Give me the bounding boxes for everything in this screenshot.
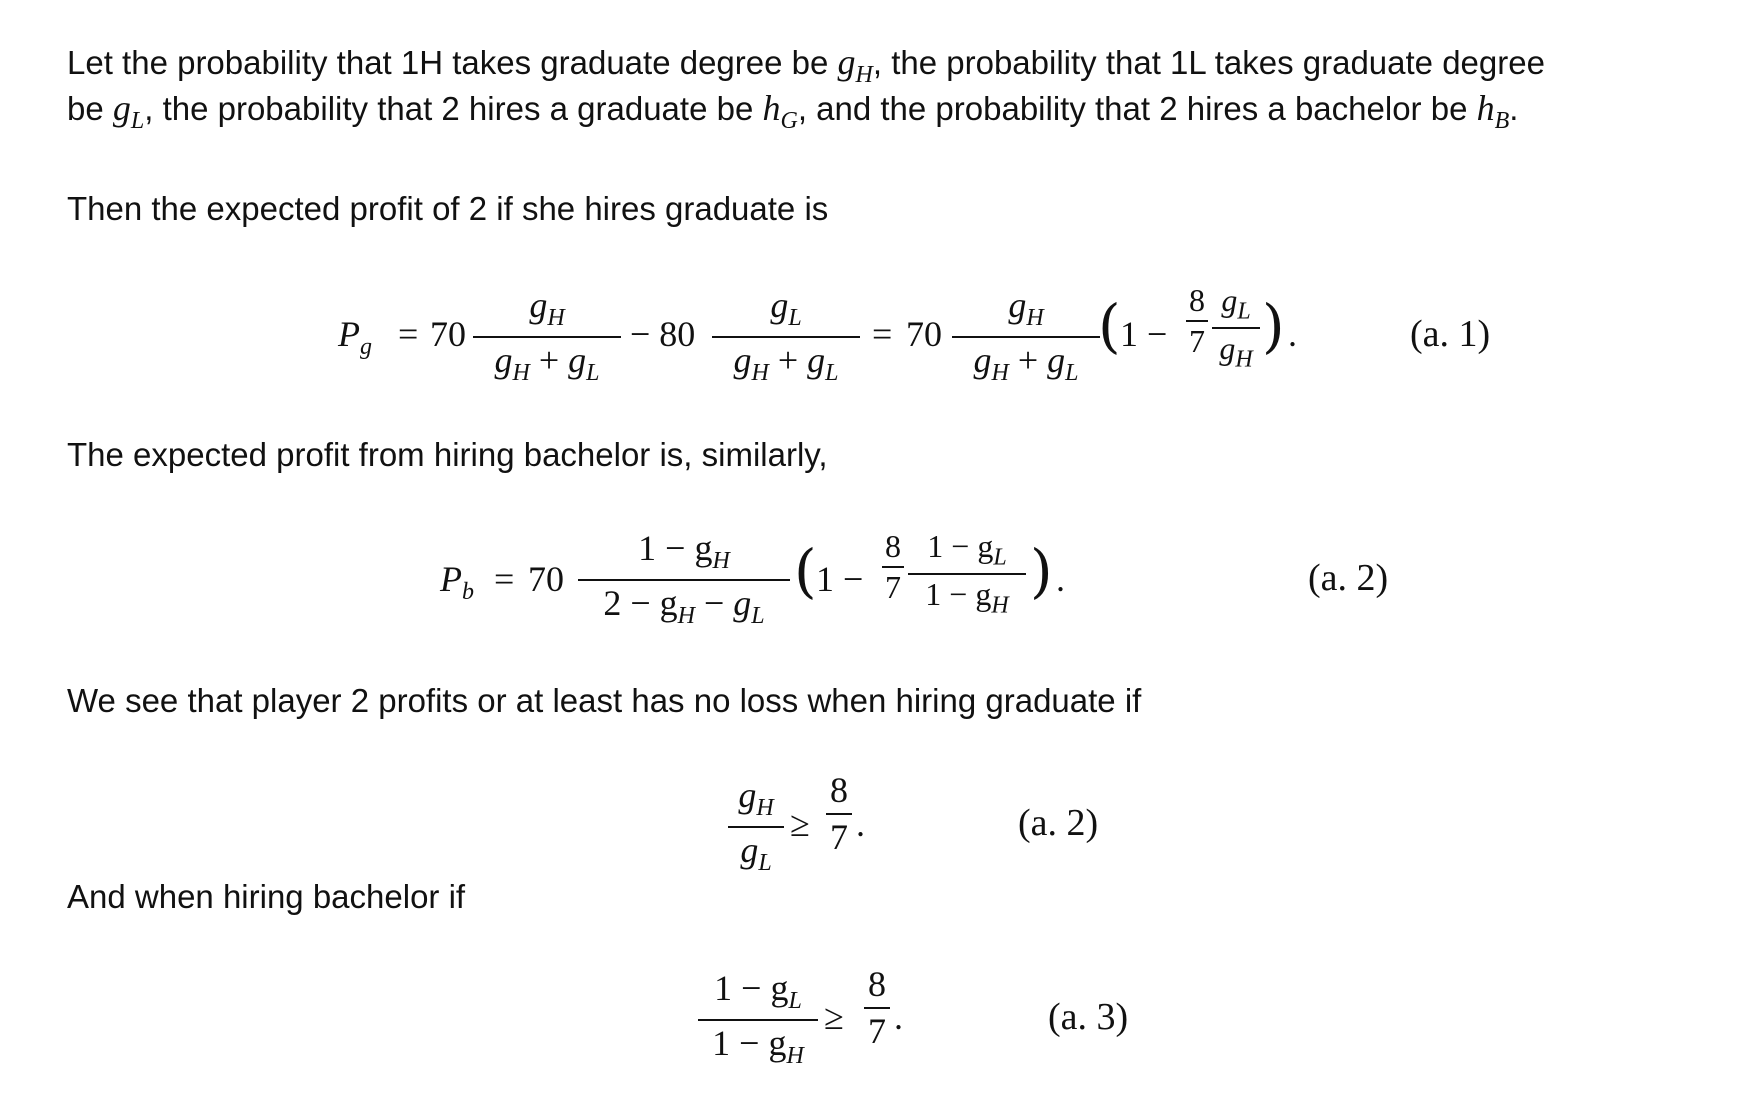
text: , and the probability that 2 hires a bachelor be [797,90,1477,127]
equation-tag-a2: (a. 2) [1308,557,1389,599]
right-paren: ) [1262,292,1285,360]
denominator: $1 - g_H$ [712,1023,804,1070]
period: . [1056,559,1065,599]
constant-70: 70 [430,314,466,354]
equals-sign: = [494,559,515,599]
denominator: 7 [1189,323,1205,359]
constant-70: 70 [528,559,564,599]
numerator: $g_H$ [738,775,774,822]
period: . [894,997,903,1037]
denominator: $g_L$ [740,830,772,877]
right-paren: ) [1030,537,1053,605]
period: . [1288,314,1297,354]
denominator: 7 [868,1011,886,1051]
geq-sign: ≥ [790,804,810,844]
equals-sign-2: = [872,314,893,354]
h-G-symbol: $h_G$ [762,88,798,135]
denominator: $g_H + g_L$ [973,340,1079,387]
equation-tag-a3: (a. 3) [1048,996,1129,1038]
denominator: $1 - g_H$ [925,576,1009,619]
geq-sign: ≥ [824,997,844,1037]
denominator: 7 [830,817,848,857]
text: Let the probability that 1H takes graduate degree be [67,44,838,81]
minus-80: − 80 [630,314,696,354]
equation-tag-a1: (a. 1) [1410,313,1491,355]
text: , the probability that 2 hires a graduate be [144,90,763,127]
g-L-symbol: $g_L$ [112,88,145,135]
constant-70-b: 70 [906,314,942,354]
fraction-8-7 [864,966,890,1049]
numerator: 8 [1189,282,1205,318]
denominator: $g_H + g_L$ [733,340,839,387]
one-minus: 1 − [1120,314,1168,354]
one-minus: 1 − [816,559,864,599]
numerator: $g_L$ [770,285,802,332]
numerator: $g_H$ [1008,285,1044,332]
numerator: $g_L$ [1221,282,1251,325]
text: , the probability that 1L takes graduate degree [872,44,1545,81]
numerator: $g_H$ [529,285,565,332]
P-b-symbol: $P_b$ [440,559,474,606]
denominator: $g_H + g_L$ [494,340,600,387]
fraction-one-minus-gL-over-one-minus-gH [698,970,818,1068]
graduate-profit-intro: Then the expected profit of 2 if she hires graduate is [67,190,829,227]
denominator: $2 - g_H - g_L$ [603,583,765,630]
numerator: 8 [885,528,901,564]
numerator: $1 - g_L$ [927,528,1007,571]
numerator: 8 [830,770,848,810]
period: . [856,804,865,844]
denominator: $g_H$ [1219,330,1253,373]
text: . [1509,90,1519,127]
left-paren: ( [1098,292,1121,360]
text: be [67,90,113,127]
bachelor-condition-intro: And when hiring bachelor if [67,878,466,915]
equation-tag-a2-condition: (a. 2) [1018,802,1099,844]
equals-sign: = [398,314,419,354]
numerator: $1 - g_L$ [714,968,802,1015]
h-B-symbol: $h_B$ [1476,88,1510,135]
bachelor-profit-intro: The expected profit from hiring bachelor is, similarly, [67,436,828,473]
graduate-condition-intro: We see that player 2 profits or at least has no loss when hiring graduate if [67,682,1142,719]
left-paren: ( [794,537,817,605]
P-g-symbol: $P_g$ [338,314,372,361]
denominator: 7 [885,569,901,605]
numerator: 8 [868,964,886,1004]
g-H-symbol: $g_H$ [837,42,873,89]
numerator: $1 - g_H$ [638,528,730,575]
